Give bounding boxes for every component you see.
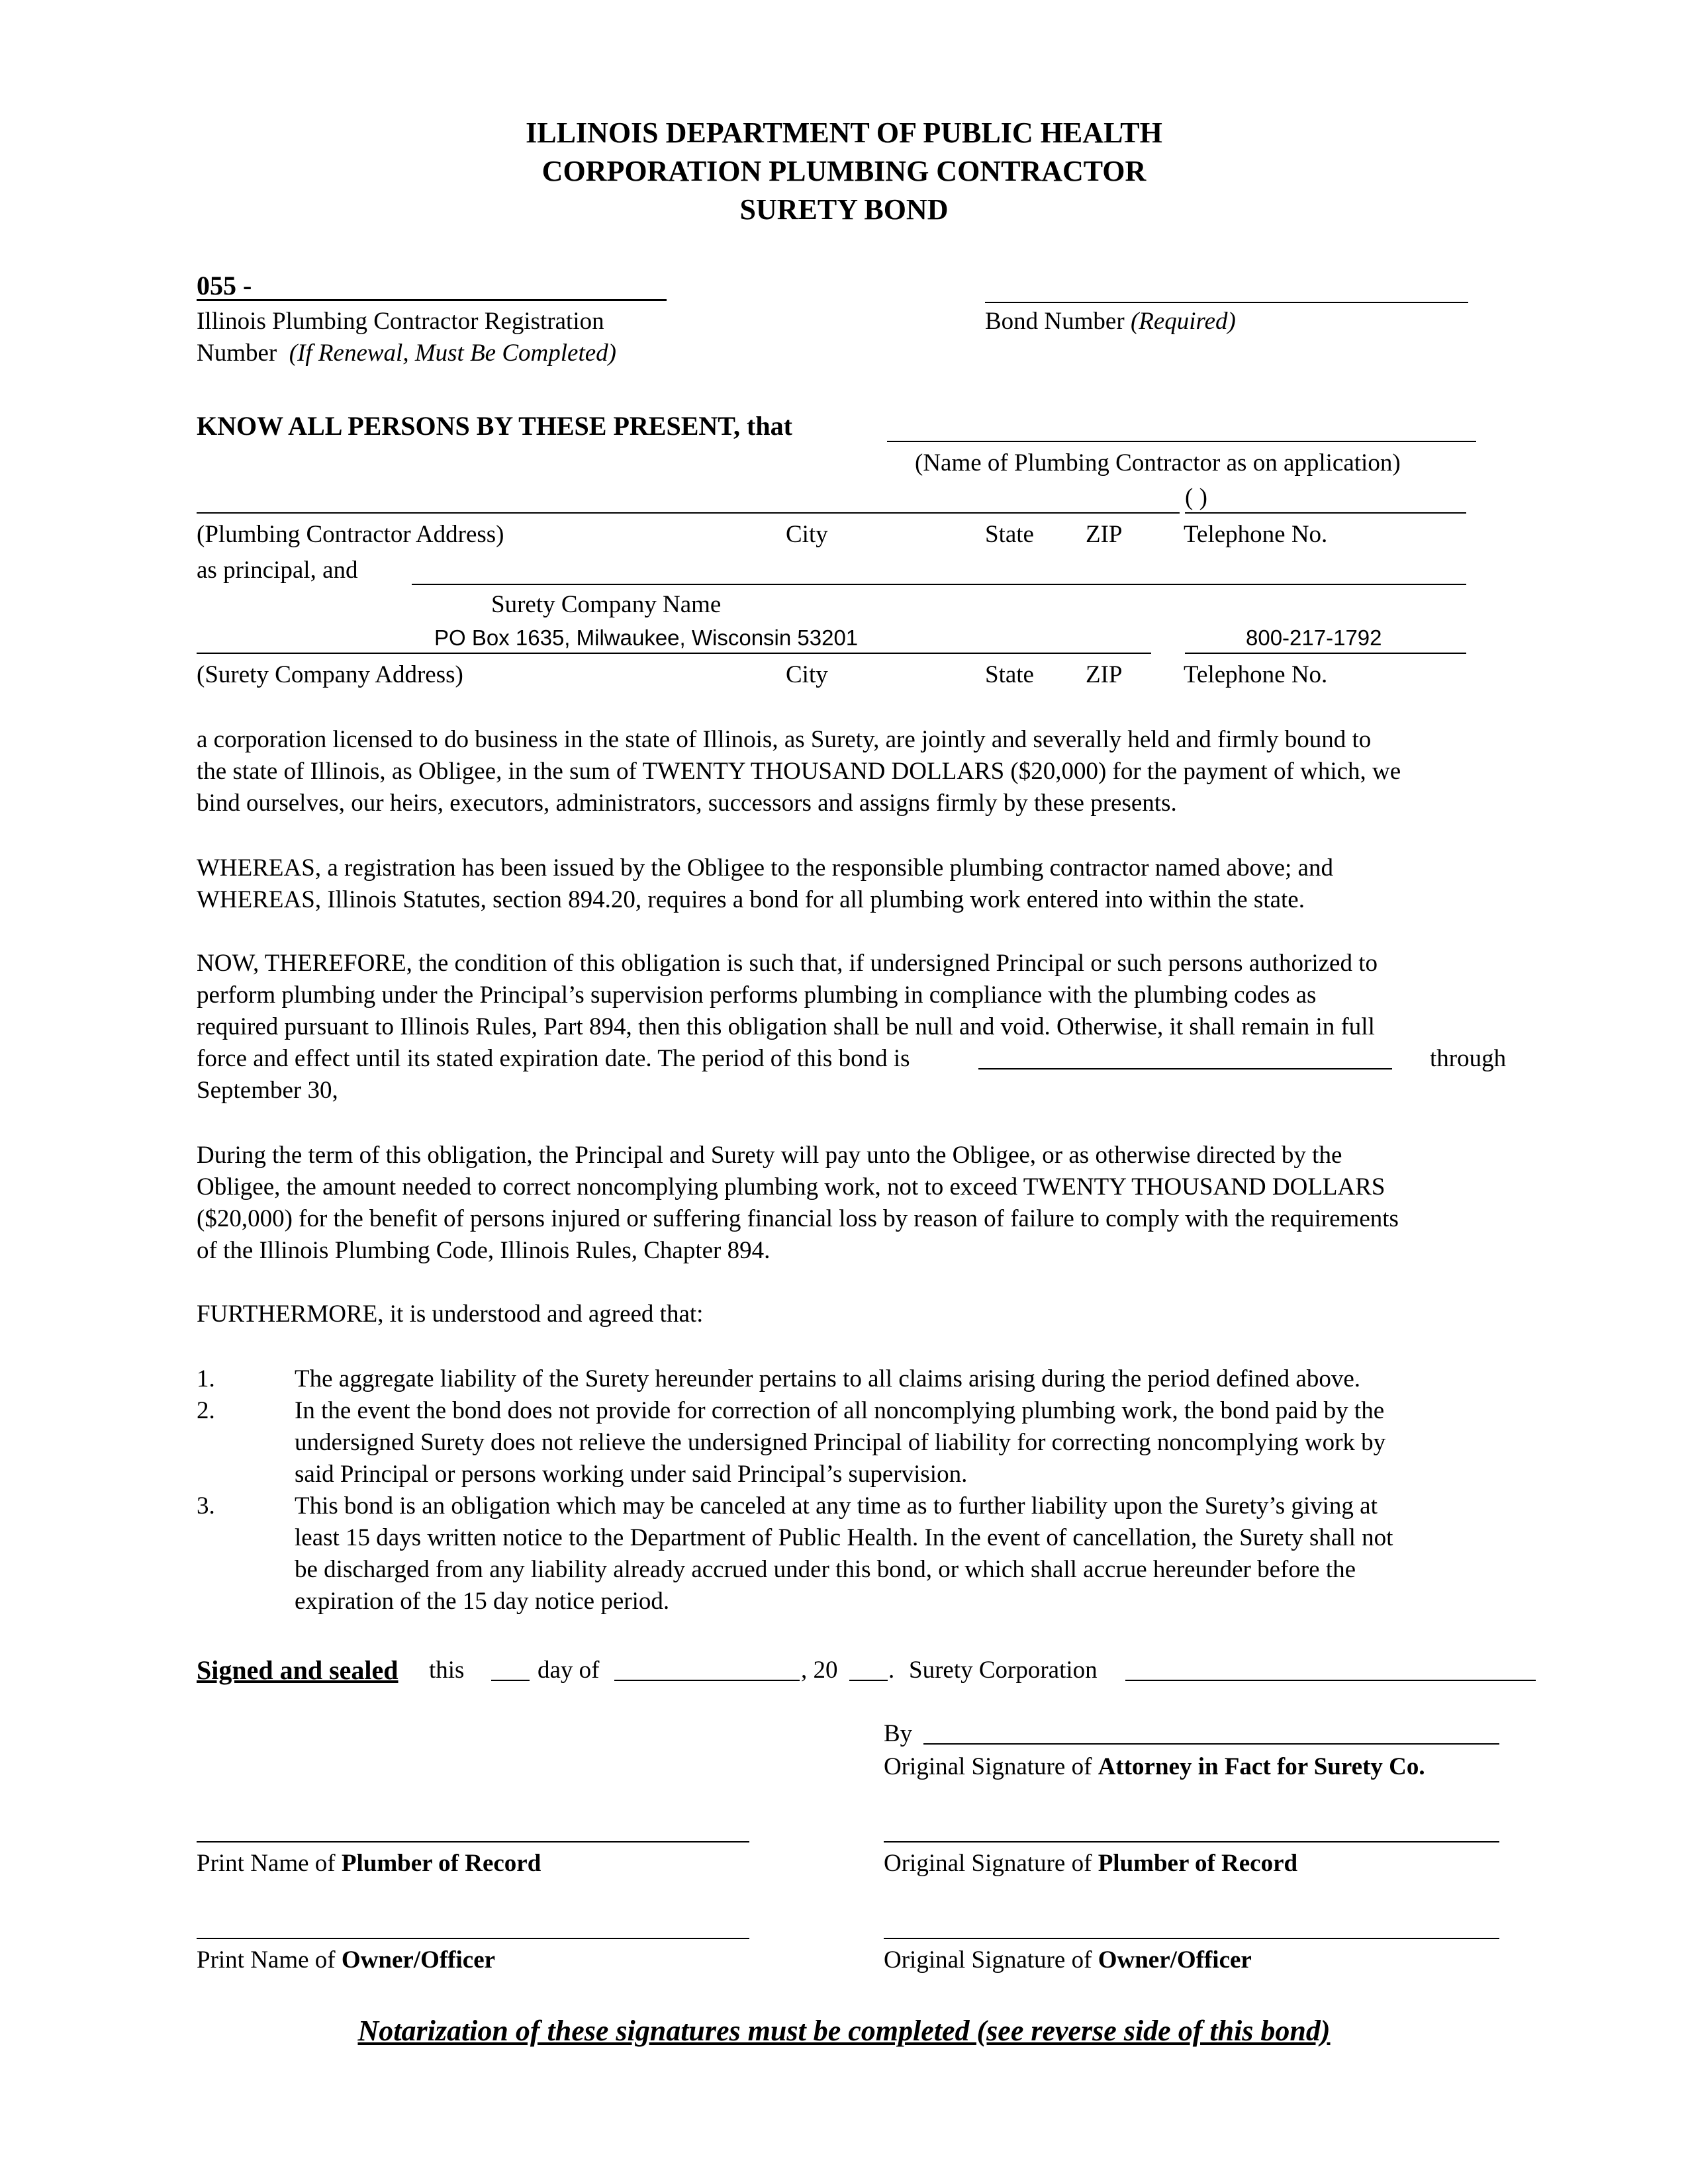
surety-city-label: City: [786, 661, 828, 688]
paragraph-4-line-1: During the term of this obligation, the Principal and Surety will pay unto the Obligee, or as otherwise directed by the: [197, 1142, 1342, 1169]
notarization-notice: Notarization of these signatures must be completed (see reverse side of this bond): [357, 2015, 1331, 2047]
attorney-in-fact-signature-field[interactable]: [923, 1743, 1499, 1745]
registration-renewal-note: (If Renewal, Must Be Completed): [289, 340, 616, 367]
paragraph-3-line-4a: force and effect until its stated expiration date. The period of this bond is: [197, 1045, 910, 1072]
contractor-name-caption: (Name of Plumbing Contractor as on application): [915, 449, 1401, 477]
contractor-address-field[interactable]: [197, 512, 1180, 514]
signed-year-prefix: , 20: [801, 1657, 838, 1684]
owner-print-bold: Owner/Officer: [341, 1946, 496, 1974]
by-label: By: [884, 1720, 913, 1747]
surety-state-label: State: [985, 661, 1034, 688]
paragraph-1-line-1: a corporation licensed to do business in the state of Illinois, as Surety, are jointly and severally held and firmly bound to: [197, 726, 1372, 753]
item-2-number: 2.: [197, 1397, 215, 1424]
contractor-zip-label: ZIP: [1086, 521, 1123, 548]
plumbing-contractor-name-field[interactable]: [887, 441, 1476, 442]
paragraph-4-line-2: Obligee, the amount needed to correct noncomplying plumbing work, not to exceed TWENTY THOUSAND DOLLARS: [197, 1173, 1385, 1201]
owner-print-prefix: Print Name of: [197, 1946, 342, 1974]
item-2-line-3: said Principal or persons working under said Principal’s supervision.: [295, 1461, 968, 1488]
surety-company-name-field[interactable]: [412, 584, 1466, 585]
plumber-print-bold: Plumber of Record: [341, 1850, 541, 1877]
bond-number-label: [985, 306, 1236, 338]
contractor-phone-label: Telephone No.: [1184, 521, 1328, 548]
registration-number-field[interactable]: [197, 299, 667, 301]
surety-zip-label: ZIP: [1086, 661, 1123, 688]
paragraph-5: FURTHERMORE, it is understood and agreed that:: [197, 1300, 704, 1328]
paragraph-1-line-3: bind ourselves, our heirs, executors, administrators, successors and assigns firmly by these presents.: [197, 790, 1177, 817]
item-1-line-1: The aggregate liability of the Surety hereunder pertains to all claims arising during the period defined above.: [295, 1365, 1360, 1392]
owner-sig-prefix: Original Signature of: [884, 1946, 1098, 1974]
header-line-1: ILLINOIS DEPARTMENT OF PUBLIC HEALTH: [526, 116, 1162, 149]
know-all-persons-text: KNOW ALL PERSONS BY THESE PRESENT, that: [197, 411, 792, 441]
plumber-signature-caption: [884, 1848, 1297, 1880]
paragraph-3-line-2: perform plumbing under the Principal’s supervision performs plumbing in compliance with the plumbing codes as: [197, 981, 1317, 1009]
item-3-number: 3.: [197, 1492, 215, 1520]
surety-phone-label: Telephone No.: [1184, 661, 1328, 688]
signed-sealed-label: Signed and sealed: [197, 1655, 399, 1685]
item-2-line-1: In the event the bond does not provide for correction of all noncomplying plumbing work, the bond paid by the: [295, 1397, 1385, 1424]
as-principal-text: as principal, and: [197, 557, 358, 584]
item-2-line-2: undersigned Surety does not relieve the undersigned Principal of liability for correcting noncomplying work by: [295, 1429, 1386, 1456]
paragraph-4-line-4: of the Illinois Plumbing Code, Illinois Rules, Chapter 894.: [197, 1237, 771, 1264]
surety-phone-field[interactable]: [1185, 653, 1466, 654]
item-3-line-3: be discharged from any liability already accrued under this bond, or which shall accrue hereunder before the: [295, 1556, 1356, 1583]
contractor-address-label: (Plumbing Contractor Address): [197, 521, 504, 548]
surety-address-value: PO Box 1635, Milwaukee, Wisconsin 53201: [434, 625, 859, 650]
signed-month-field[interactable]: [614, 1680, 800, 1681]
signed-day-of-text: day of: [538, 1657, 600, 1684]
surety-address-field[interactable]: [197, 653, 1151, 654]
signed-this-text: this: [429, 1657, 465, 1684]
contractor-phone-area-parens: ( ): [1185, 484, 1207, 511]
surety-corporation-field[interactable]: [1125, 1680, 1536, 1681]
bond-period-start-field[interactable]: [978, 1068, 1392, 1069]
registration-label-line1: Illinois Plumbing Contractor Registration: [197, 308, 604, 335]
header-line-2: CORPORATION PLUMBING CONTRACTOR: [541, 155, 1147, 187]
paragraph-3-line-1: NOW, THEREFORE, the condition of this obligation is such that, if undersigned Principal or such persons authorized to: [197, 950, 1378, 977]
registration-label-line2: [197, 338, 616, 369]
signed-year-field[interactable]: [849, 1680, 888, 1681]
item-1-number: 1.: [197, 1365, 215, 1392]
paragraph-1-line-2: the state of Illinois, as Obligee, in the sum of TWENTY THOUSAND DOLLARS ($20,000) for the payment of which, we: [197, 758, 1401, 785]
owner-print-name-field[interactable]: [197, 1938, 749, 1939]
signed-day-field[interactable]: [491, 1680, 530, 1681]
bond-number-field[interactable]: [985, 302, 1468, 303]
contractor-state-label: State: [985, 521, 1034, 548]
paragraph-4-line-3: ($20,000) for the benefit of persons injured or suffering financial loss by reason of failure to comply with the requirements: [197, 1205, 1399, 1232]
plumber-print-name-field[interactable]: [197, 1841, 749, 1843]
paragraph-3-line-3: required pursuant to Illinois Rules, Part 894, then this obligation shall be null and void. Otherwise, it shall remain in full: [197, 1013, 1375, 1040]
bond-number-required-note: (Required): [1130, 308, 1236, 335]
paragraph-2-line-1: WHEREAS, a registration has been issued by the Obligee to the responsible plumbing contractor named above; and: [197, 854, 1333, 882]
bond-number-label-text: Bond Number: [985, 308, 1125, 335]
attorney-caption-prefix: Original Signature of: [884, 1753, 1098, 1780]
plumber-sig-bold: Plumber of Record: [1098, 1850, 1298, 1877]
plumber-sig-prefix: Original Signature of: [884, 1850, 1098, 1877]
plumber-print-prefix: Print Name of: [197, 1850, 342, 1877]
owner-sig-bold: Owner/Officer: [1098, 1946, 1252, 1974]
paragraph-2-line-2: WHEREAS, Illinois Statutes, section 894.20, requires a bond for all plumbing work entered into within the state.: [197, 886, 1305, 913]
item-3-line-1: This bond is an obligation which may be canceled at any time as to further liability upon the Surety’s giving at: [295, 1492, 1378, 1520]
attorney-caption-bold: Attorney in Fact for Surety Co.: [1098, 1753, 1425, 1780]
surety-phone-value: 800-217-1792: [1246, 625, 1382, 650]
registration-label-number: Number: [197, 340, 277, 367]
surety-address-label: (Surety Company Address): [197, 661, 463, 688]
contractor-phone-field[interactable]: [1185, 512, 1466, 514]
contractor-city-label: City: [786, 521, 828, 548]
owner-signature-caption: [884, 1944, 1252, 1976]
header-line-3: SURETY BOND: [739, 193, 949, 226]
item-3-line-4: expiration of the 15 day notice period.: [295, 1588, 670, 1615]
plumber-signature-field[interactable]: [884, 1841, 1499, 1843]
signed-period: .: [888, 1657, 895, 1684]
item-3-line-2: least 15 days written notice to the Department of Public Health. In the event of cancellation, the Surety shall not: [295, 1524, 1393, 1551]
paragraph-3-through: through: [1430, 1045, 1507, 1072]
owner-signature-field[interactable]: [884, 1938, 1499, 1939]
registration-prefix: 055 -: [197, 271, 252, 300]
surety-corporation-label: Surety Corporation: [909, 1657, 1098, 1684]
plumber-print-name-caption: [197, 1848, 541, 1880]
paragraph-3-line-5: September 30,: [197, 1077, 338, 1104]
attorney-signature-caption: [884, 1751, 1425, 1783]
surety-company-name-caption: Surety Company Name: [491, 591, 722, 618]
owner-print-name-caption: [197, 1944, 495, 1976]
